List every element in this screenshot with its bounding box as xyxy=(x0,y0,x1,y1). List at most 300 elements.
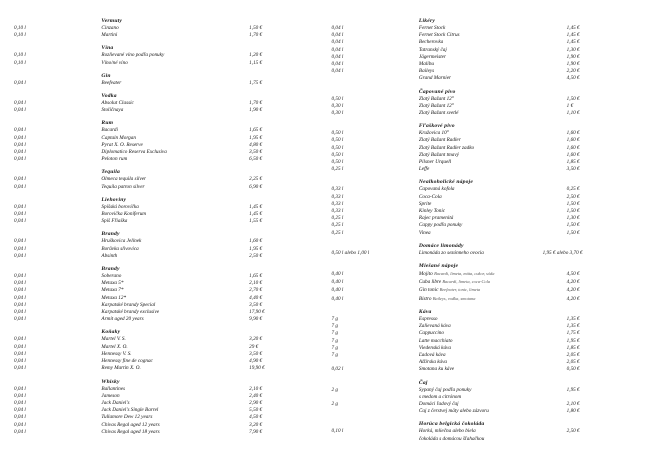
item-price: 2,10 € xyxy=(249,280,263,287)
item-volume: 0,04 l xyxy=(14,218,26,225)
item-price: 1,35 € xyxy=(566,315,580,322)
section-nealkoholicke-napoje xyxy=(332,179,634,236)
menu-item xyxy=(332,186,634,193)
section-liehoviny xyxy=(14,197,316,226)
item-price: 2,50 € xyxy=(566,428,580,435)
menu-item xyxy=(14,414,316,421)
item-price: 4,20 € xyxy=(566,287,580,294)
item-name: Sypaný čaj podľa ponuky xyxy=(418,386,472,393)
item-volume: 0,04 l xyxy=(331,25,344,31)
item-price: 2,40 € xyxy=(249,392,263,399)
menu-item xyxy=(14,302,316,309)
item-name-main: Cuba libre xyxy=(418,279,442,286)
menu-item xyxy=(332,436,634,443)
item-volume: 0,33 l xyxy=(331,200,344,207)
item-name: Absolut Classic xyxy=(101,100,134,107)
menu-item xyxy=(14,107,316,114)
menu-item xyxy=(332,323,634,330)
item-name: Absinth xyxy=(101,252,118,259)
section-capovane-pivo xyxy=(332,89,634,118)
item-subtext: Baileys, vodka, smotana xyxy=(432,295,476,301)
item-volume: 0,04 l xyxy=(14,414,26,421)
menu-item xyxy=(14,309,316,316)
item-volume: 0,04 l xyxy=(14,365,26,372)
menu-item xyxy=(14,336,316,343)
menu-item xyxy=(332,110,634,117)
item-name: Tatranský čaj xyxy=(418,46,447,53)
item-price: 1,45 € xyxy=(566,25,580,31)
item-name: Smotana ku káve xyxy=(418,366,455,373)
item-name: Domáci ľadový čaj xyxy=(418,400,459,407)
item-price: 3,20 € xyxy=(249,421,263,428)
menu-item xyxy=(332,401,634,408)
section-brandy xyxy=(14,266,316,323)
item-name: Baileys xyxy=(418,68,435,75)
section-vina xyxy=(14,45,316,66)
menu-item xyxy=(14,142,316,149)
item-price: 1,65 € xyxy=(249,127,263,134)
item-volume: 0,04 l xyxy=(14,156,26,163)
item-volume: 0,04 l xyxy=(14,399,26,406)
item-volume: 0,04 l xyxy=(14,238,26,245)
item-name: Peloton rum xyxy=(101,156,128,163)
item-name: Diplomatico Reserva Exclusiva xyxy=(101,149,167,156)
item-name: Spišská borovička xyxy=(101,203,139,210)
section-domace-limonady xyxy=(332,243,634,257)
item-name: Spiš Fľiaška xyxy=(101,218,128,225)
item-price: 4,20 € xyxy=(566,279,580,286)
item-name: Zalievaná káva xyxy=(418,323,451,330)
item-price: 1,50 € xyxy=(566,95,580,102)
item-volume: 0,04 l xyxy=(331,32,344,39)
item-price: 17,90 € xyxy=(249,309,265,316)
menu-item xyxy=(14,358,316,365)
item-price: 1,50 € xyxy=(566,208,580,215)
item-name: Malibu xyxy=(418,61,434,68)
item-price: 2,50 € xyxy=(249,252,263,259)
section-title: Nealkoholické nápoje xyxy=(418,179,474,186)
menu-item xyxy=(332,96,634,103)
section-gin xyxy=(14,73,316,87)
section-likery xyxy=(332,18,634,83)
item-volume: 0,04 l xyxy=(14,134,26,141)
item-name: Ľadová káva xyxy=(418,351,446,358)
section-title: Domáce limonády xyxy=(418,242,464,249)
left-column xyxy=(14,18,324,449)
menu-item xyxy=(14,149,316,156)
item-name: Pilsner Urquell xyxy=(418,159,452,166)
menu-item xyxy=(14,253,316,260)
menu-item xyxy=(14,351,316,358)
item-volume: 0,04 l xyxy=(14,100,26,107)
menu-item xyxy=(332,408,634,415)
item-name xyxy=(419,278,567,286)
menu-item xyxy=(332,54,634,61)
menu-item xyxy=(14,204,316,211)
item-name: Borovička Koniferum xyxy=(101,211,147,218)
menu-item xyxy=(14,400,316,407)
item-price: 1,85 € xyxy=(566,159,580,166)
item-volume: 0,33 l xyxy=(331,208,344,215)
section-title: Brandy xyxy=(101,266,120,273)
item-volume: 0,04 l xyxy=(14,141,26,148)
item-volume: 0,04 l xyxy=(14,107,26,114)
menu-item xyxy=(332,201,634,208)
item-price: 4,50 € xyxy=(249,414,263,421)
item-price: 1,85 € xyxy=(566,344,580,351)
item-volume: 0,25 l xyxy=(331,229,344,236)
item-name-main: Bistro xyxy=(418,295,432,302)
item-volume: 0,04 l xyxy=(14,407,26,414)
item-price: 1,50 € xyxy=(566,200,580,207)
item-volume: 0,10 l xyxy=(331,428,344,435)
item-name: Metaxa 5* xyxy=(101,280,124,287)
item-name: Rozlievané víno podľa ponuky xyxy=(101,52,165,59)
item-name: Kinley Tonic xyxy=(418,208,446,215)
item-price: 1,80 € xyxy=(566,408,580,415)
item-price: 2,25 € xyxy=(249,176,263,183)
item-volume: 7 g xyxy=(331,330,338,337)
section-title: Horúca belgická čokoláda xyxy=(418,421,485,428)
menu-item xyxy=(332,130,634,137)
menu-item xyxy=(332,428,634,435)
menu-item xyxy=(332,39,634,46)
item-volume: 0,04 l xyxy=(14,316,26,323)
item-name: Stoličnaya xyxy=(101,107,124,114)
section-title: Tequila xyxy=(101,169,121,176)
item-name: Metaxa 7* xyxy=(101,287,124,294)
item-name xyxy=(419,270,567,278)
item-name: Captain Morgan xyxy=(101,134,136,141)
right-column xyxy=(324,18,634,449)
menu-item xyxy=(14,100,316,107)
section-title: Fľaškové pivo xyxy=(418,123,455,130)
item-price: 4,40 € xyxy=(249,294,263,301)
section-title: Vodka xyxy=(101,93,117,100)
item-name: Rajec pramenitá xyxy=(418,215,454,222)
item-price: 1,15 € xyxy=(249,59,263,66)
section-title: Likéry xyxy=(418,18,436,24)
item-volume: 0,10 l xyxy=(14,59,26,66)
item-price: 1,90 € xyxy=(566,61,580,68)
item-price: 1,95 € xyxy=(249,245,263,252)
item-volume: 0,50 l xyxy=(331,137,344,144)
item-name: Pyrat X. O. Reserve xyxy=(101,141,143,148)
item-price: 4,20 € xyxy=(566,295,580,302)
item-price: 1,50 € xyxy=(566,229,580,236)
item-volume: 0,04 l xyxy=(14,211,26,218)
item-name: Víno/né víno xyxy=(101,59,128,66)
item-volume: 7 g xyxy=(331,323,338,330)
menu-item xyxy=(332,25,634,32)
menu-item xyxy=(332,230,634,237)
item-price: 1,95 € xyxy=(566,386,580,393)
menu-item xyxy=(14,344,316,351)
section-konaky xyxy=(14,329,316,372)
item-name: Zlatý Bažant Radler xyxy=(418,137,461,144)
item-name: Coca-Cola xyxy=(418,193,442,200)
item-volume: 0,50 l xyxy=(331,95,344,102)
menu-item xyxy=(14,52,316,59)
item-volume: 0,30 l xyxy=(331,102,344,109)
section-title: Gin xyxy=(101,72,111,79)
item-price: 1,30 € xyxy=(566,46,580,53)
menu-item xyxy=(14,280,316,287)
item-subtext: Beefeater, tonic, limeta xyxy=(439,287,481,293)
item-name: Espresso xyxy=(418,315,438,322)
menu-item xyxy=(14,386,316,393)
item-name: Jack Daniel's Single Barrel xyxy=(101,407,159,414)
item-volume: 7 g xyxy=(331,315,338,322)
item-name: Limonáda zo sezónneho ovocia xyxy=(418,249,484,256)
menu-item xyxy=(332,338,634,345)
menu-item xyxy=(14,316,316,323)
section-title: Vermuty xyxy=(101,18,123,24)
item-volume: 0,40 l xyxy=(331,279,344,286)
section-miesane-napoje xyxy=(332,263,634,303)
item-volume: 0,04 l xyxy=(14,79,26,86)
item-name: Jameson xyxy=(101,392,120,399)
item-name: Zlatý Bažant Radler zadko xyxy=(418,144,475,151)
section-title: Rum xyxy=(101,120,114,127)
section-title: Whisky xyxy=(101,378,120,385)
item-volume: 0,04 l xyxy=(331,61,344,68)
item-volume: 0,50 l xyxy=(331,159,344,166)
section-rum xyxy=(14,120,316,163)
item-volume: 0,33 l xyxy=(331,186,344,193)
item-name: Cappuccino xyxy=(418,330,444,337)
menu-item xyxy=(14,429,316,436)
item-price: 1,60 € xyxy=(566,130,580,137)
item-name: Borůvka slivovica xyxy=(101,245,139,252)
item-volume: 0,04 l xyxy=(14,245,26,252)
menu-item xyxy=(332,68,634,75)
section-vermuty xyxy=(14,18,316,39)
item-name: Grand Marnier xyxy=(418,75,452,82)
item-price: 3,50 € xyxy=(249,149,263,156)
item-volume: 0,04 l xyxy=(14,183,26,190)
item-name: Fernet Stock Citrus xyxy=(418,32,460,39)
item-volume: 0,04 l xyxy=(331,39,344,46)
item-price: 7,90 € xyxy=(249,428,263,435)
item-subtext: Bacardi, limeta, coca-Cola xyxy=(442,279,491,285)
item-volume: 0,04 l xyxy=(14,127,26,134)
item-volume: 0,04 l xyxy=(14,343,26,350)
item-name: Viedenská káva xyxy=(418,344,451,351)
section-whisky xyxy=(14,379,316,436)
item-price: 1,55 € xyxy=(249,218,263,225)
item-volume: 0,50 l xyxy=(331,130,344,137)
item-price: 1,60 € xyxy=(566,144,580,151)
item-price: 4,80 € xyxy=(249,141,263,148)
item-volume: 7 g xyxy=(331,344,338,351)
item-volume: 0,50 l xyxy=(331,151,344,158)
item-price: 2,05 € xyxy=(566,359,580,366)
item-name: Zlatý Bažant 12° xyxy=(418,95,454,102)
menu-item xyxy=(14,184,316,191)
section-tequila xyxy=(14,169,316,190)
item-volume: 7 g xyxy=(331,351,338,358)
menu-item xyxy=(14,246,316,253)
item-volume: 0,04 l xyxy=(14,149,26,156)
section-caj xyxy=(332,380,634,416)
item-volume: 0,04 l xyxy=(331,46,344,53)
item-price: 1,45 € xyxy=(249,211,263,218)
menu-item xyxy=(14,295,316,302)
item-name xyxy=(419,295,567,303)
item-name: Karpatské brandy Special xyxy=(101,301,156,308)
item-volume: 7 g xyxy=(331,337,338,344)
item-name: Čapovaná kofola xyxy=(418,186,455,193)
item-name: Tullamore Dew 12 years xyxy=(101,414,153,421)
item-price: 1,60 € xyxy=(566,151,580,158)
item-price: 2,05 € xyxy=(566,351,580,358)
item-volume: 0,04 l xyxy=(14,336,26,343)
item-volume: 0,04 l xyxy=(14,358,26,365)
menu-item xyxy=(332,159,634,166)
item-price: 1,10 € xyxy=(566,110,580,117)
item-price: 1,30 € xyxy=(566,215,580,222)
item-price: 2,90 € xyxy=(249,399,263,406)
menu-item xyxy=(332,215,634,222)
item-volume: 0,10 l xyxy=(14,32,26,39)
menu-item xyxy=(332,316,634,323)
menu-item xyxy=(14,422,316,429)
item-name: Horká, mliečna alebo biela xyxy=(418,428,476,435)
section-title: Liehoviny xyxy=(101,196,127,203)
menu-item xyxy=(14,60,316,67)
item-volume: 0,25 l xyxy=(331,166,344,173)
menu-item xyxy=(14,80,316,87)
item-price: 1,45 € xyxy=(566,39,580,46)
item-volume: 0,04 l xyxy=(14,294,26,301)
item-price: 1,60 € xyxy=(566,137,580,144)
menu-item xyxy=(332,194,634,201)
menu-item xyxy=(332,145,634,152)
menu-item xyxy=(332,137,634,144)
item-price: 2,20 € xyxy=(566,68,580,75)
menu-item xyxy=(332,75,634,82)
section-vodka xyxy=(14,93,316,114)
item-name: Alžírska káva xyxy=(418,359,448,366)
menu-item xyxy=(14,393,316,400)
menu-item xyxy=(332,250,634,257)
menu-item xyxy=(14,211,316,218)
item-price: 1,95 € xyxy=(566,337,580,344)
menu-item xyxy=(332,208,634,215)
item-volume: 0,04 l xyxy=(14,309,26,316)
menu-item xyxy=(332,366,634,373)
item-name: Čaj z čerstvej mäty alebo zázvoru xyxy=(418,408,489,415)
item-name: Karpatské brandy exclusive xyxy=(101,309,160,316)
item-volume: 0,04 l xyxy=(14,280,26,287)
menu-item xyxy=(332,345,634,352)
item-price: 0,25 € xyxy=(566,186,580,193)
item-price: 1,50 € xyxy=(249,25,263,31)
item-name: Martel X. O. xyxy=(101,343,128,350)
menu-item xyxy=(14,135,316,142)
item-volume: 0,50 l alebo 1,00 l xyxy=(331,249,370,256)
menu-item xyxy=(14,287,316,294)
item-name: Metaxa 12* xyxy=(101,294,127,301)
section-brandy-domace xyxy=(14,231,316,260)
menu-item xyxy=(332,32,634,39)
menu-item xyxy=(332,359,634,366)
item-price: 6,50 € xyxy=(249,156,263,163)
item-volume: 0,04 l xyxy=(331,53,344,60)
item-name: čokoláda s domácou šľahačkou xyxy=(418,435,485,442)
item-volume: 0,10 l xyxy=(14,25,26,31)
item-price: 4,90 € xyxy=(249,358,263,365)
menu-item xyxy=(14,25,316,32)
item-price: 3,50 € xyxy=(249,301,263,308)
item-name: Martel V. S. xyxy=(101,336,126,343)
menu-item xyxy=(14,127,316,134)
item-price: 0,50 € xyxy=(566,366,580,373)
item-name: Chivas Regal aged 18 years xyxy=(101,428,160,435)
item-volume: 2 g xyxy=(331,400,338,407)
menu-item xyxy=(332,352,634,359)
item-price: 4,50 € xyxy=(566,271,580,278)
item-name: Zlatý Bažant tmavý xyxy=(418,151,459,158)
item-volume: 0,40 l xyxy=(331,287,344,294)
item-volume: 0,02 l xyxy=(331,366,344,373)
item-name-main: Gin tonic xyxy=(418,287,439,294)
menu-item xyxy=(14,176,316,183)
item-price: 19,90 € xyxy=(249,365,265,372)
item-price: 1,95 € alebo 3,70 € xyxy=(542,249,583,256)
section-kava xyxy=(332,309,634,374)
item-name: Jägermeister xyxy=(418,53,447,60)
item-volume: 0,04 l xyxy=(14,385,26,392)
item-name: Sprite xyxy=(418,200,432,207)
item-name-main: Mojito xyxy=(418,271,433,278)
item-price: 3,20 € xyxy=(249,336,263,343)
item-price: 29 € xyxy=(249,343,259,350)
menu-item xyxy=(14,32,316,39)
item-price: 9,90 € xyxy=(249,316,263,323)
item-volume: 0,04 l xyxy=(14,273,26,280)
menu-item xyxy=(14,273,316,280)
item-volume: 0,25 l xyxy=(331,215,344,222)
item-name: s medom a citrónom xyxy=(418,393,462,400)
item-name: Jack Daniel's xyxy=(101,399,130,406)
menu-item xyxy=(332,387,634,394)
item-name: Vinea xyxy=(418,229,431,236)
menu-item xyxy=(332,286,634,294)
item-price: 6,90 € xyxy=(249,183,263,190)
item-subtext: Bacardi, limeta, mäta, cukor, sóda xyxy=(434,271,495,277)
item-price: 5,50 € xyxy=(249,407,263,414)
item-price: 2,50 € xyxy=(566,193,580,200)
item-name: Beefeater xyxy=(101,79,122,86)
menu-item xyxy=(332,330,634,337)
item-price: 1,75 € xyxy=(249,79,263,86)
item-price: 3,50 € xyxy=(249,350,263,357)
section-title: Brandy xyxy=(101,231,120,238)
item-volume: 0,04 l xyxy=(14,301,26,308)
item-name: Olmeca tequila silver xyxy=(101,176,147,183)
item-volume: 0,04 l xyxy=(14,350,26,357)
item-price: 1,35 € xyxy=(566,323,580,330)
item-volume: 0,04 l xyxy=(14,287,26,294)
section-title: Vína xyxy=(101,45,114,52)
item-price: 1,65 € xyxy=(249,273,263,280)
item-price: 1,70 € xyxy=(249,100,263,107)
menu-item xyxy=(14,365,316,372)
menu-item xyxy=(14,407,316,414)
item-price: 2,70 € xyxy=(249,287,263,294)
